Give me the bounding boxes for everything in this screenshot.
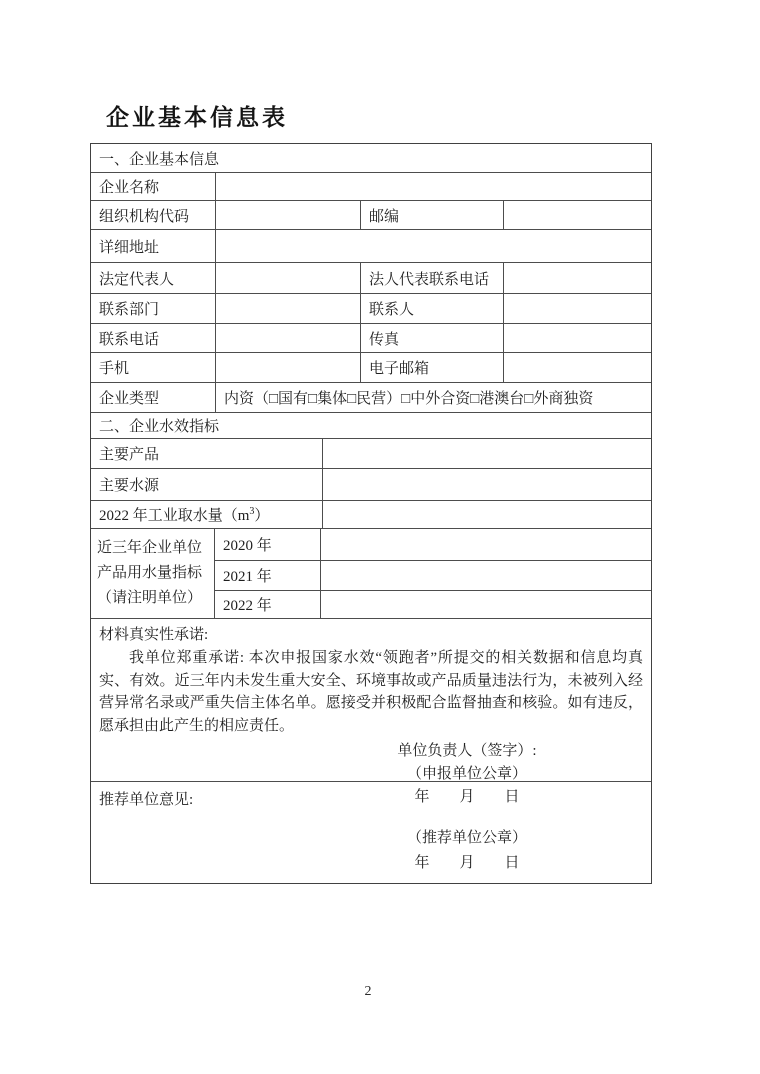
contact-person-value-cell xyxy=(504,294,651,323)
email-label: 电子邮箱 xyxy=(361,353,504,382)
year-2021-value-cell xyxy=(321,561,651,590)
table-row xyxy=(91,201,651,230)
section1-header-row xyxy=(91,144,651,173)
section2-header-row xyxy=(91,413,651,439)
year-2022-label: 2022 年 xyxy=(215,591,321,618)
table-row xyxy=(91,263,651,294)
date-line: 年 月 日 xyxy=(414,855,520,871)
table-row xyxy=(91,324,651,353)
recommender-seal-label: （推荐单位公章） xyxy=(406,830,527,846)
three-year-label: 近三年企业单位 产品用水量指标 （请注明单位） xyxy=(91,529,215,618)
water-intake-value-cell xyxy=(323,501,651,528)
signer-label: 单位负责人（签字）: xyxy=(397,743,537,759)
commitment-body: 我单位郑重承诺: 本次申报国家水效“领跑者”所提交的相关数据和信息均真实、有效。近三年内未发生重大安全、环境事故或产品质量违法行为，未被列入经营异常名录或严重失信主体名单。愿接受并积极配合监督抽查和核验。如有违反，愿承担由此产生的相应责任。 xyxy=(99,650,643,734)
three-year-usage-row xyxy=(91,529,651,619)
table-row xyxy=(91,501,651,529)
mobile-label: 手机 xyxy=(91,353,216,382)
company-name-value-cell xyxy=(216,173,651,200)
legal-rep-label: 法定代表人 xyxy=(91,263,216,293)
table-row xyxy=(91,439,651,469)
table-row xyxy=(215,591,651,618)
section1-header: 一、企业基本信息 xyxy=(99,151,220,168)
table-row xyxy=(215,561,651,591)
contact-dept-label: 联系部门 xyxy=(91,294,216,323)
address-value-cell xyxy=(216,230,651,262)
main-products-label: 主要产品 xyxy=(91,439,323,468)
table-row xyxy=(215,529,651,561)
section2-header: 二、企业水效指标 xyxy=(99,419,220,435)
postcode-label: 邮编 xyxy=(361,201,504,229)
year-2020-label: 2020 年 xyxy=(215,529,321,560)
water-intake-label-text: 2022 年工业取水量$(m^3)$ xyxy=(99,506,270,524)
date-line: 年 月 日 xyxy=(414,789,520,805)
table-row xyxy=(91,294,651,324)
table-row xyxy=(91,230,651,263)
commitment-heading: 材料真实性承诺: xyxy=(99,627,209,643)
contact-phone-value-cell xyxy=(216,324,361,352)
recommendation-row xyxy=(91,782,651,883)
company-type-label: 企业类型 xyxy=(91,383,216,412)
fax-value-cell xyxy=(504,324,651,352)
legal-rep-value-cell xyxy=(216,263,361,293)
recommendation-heading: 推荐单位意见: xyxy=(99,792,194,808)
table-row xyxy=(91,173,651,201)
contact-phone-label: 联系电话 xyxy=(91,324,216,352)
company-name-label: 企业名称 xyxy=(91,173,216,200)
enterprise-info-table xyxy=(90,143,652,884)
mobile-value-cell xyxy=(216,353,361,382)
table-row xyxy=(91,383,651,413)
address-label: 详细地址 xyxy=(91,230,216,262)
table-row xyxy=(91,469,651,501)
year-2020-value-cell xyxy=(321,529,651,560)
year-2022-value-cell xyxy=(321,591,651,618)
superscript-3: 3 xyxy=(249,506,255,517)
recommendation-cell xyxy=(91,782,651,883)
recommendation-stamp-block xyxy=(357,826,577,876)
fax-label: 传真 xyxy=(361,324,504,352)
table-row xyxy=(91,353,651,383)
main-water-source-label: 主要水源 xyxy=(91,469,323,500)
postcode-value-cell xyxy=(504,201,651,229)
email-value-cell xyxy=(504,353,651,382)
company-type-options: 内资（□国有□集体□民营）□中外合资□港澳台□外商独资 xyxy=(224,391,594,407)
contact-person-label: 联系人 xyxy=(361,294,504,323)
year-2021-label: 2021 年 xyxy=(215,561,321,590)
org-code-label: 组织机构代码 xyxy=(91,201,216,229)
page-title: 企业基本信息表 xyxy=(106,105,288,130)
legal-rep-phone-label: 法人代表联系电话 xyxy=(361,263,504,293)
legal-rep-phone-value-cell xyxy=(504,263,651,293)
org-code-value-cell xyxy=(216,201,361,229)
page-number: 2 xyxy=(364,984,372,999)
water-intake-label xyxy=(91,501,323,528)
applicant-seal-label: （申报单位公章） xyxy=(406,766,527,782)
three-year-subrows xyxy=(215,529,651,618)
main-products-value-cell xyxy=(323,439,651,468)
main-water-source-value-cell xyxy=(323,469,651,500)
contact-dept-value-cell xyxy=(216,294,361,323)
